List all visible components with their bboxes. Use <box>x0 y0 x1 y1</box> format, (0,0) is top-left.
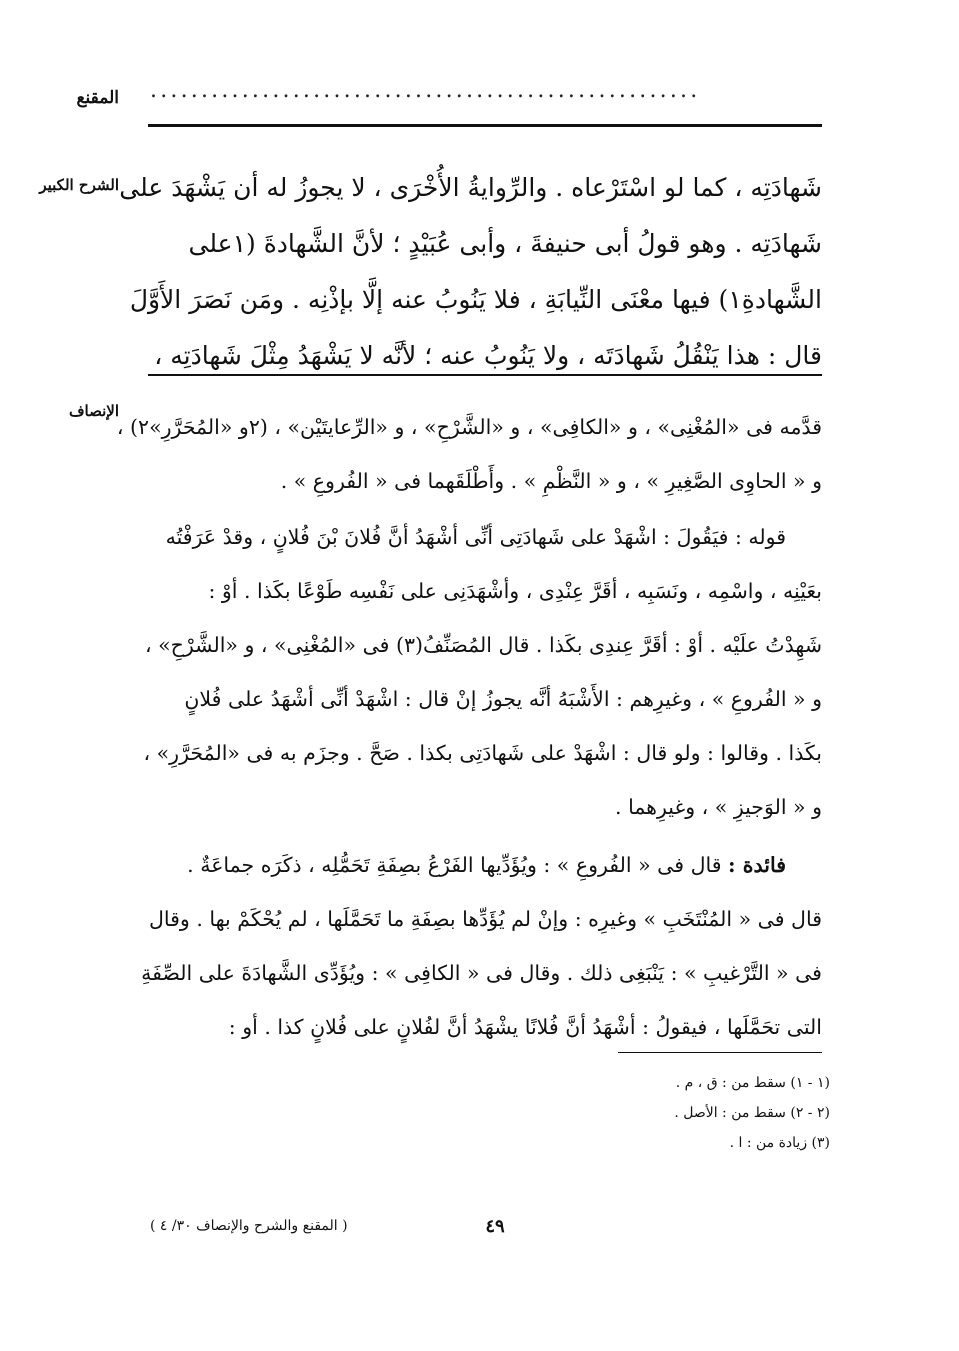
sharh-line: الشَّهادةِ١) فيها معْنَى النِّيابَةِ ، فلا يَنُوبُ عنه إلَّا بإذْنِه . ومَن نَصَرَ الأَوَّلَ <box>129 285 822 314</box>
sharh-line: شَهادَتِه . وهو قولُ أبى حنيفةَ ، وأبى عُبَيْدٍ ؛ لأنَّ الشَّهادةَ (١على <box>188 229 822 258</box>
section-label-sharh: الشرح الكبير <box>39 176 119 194</box>
insaf-line: و « الحاوِى الصَّغِيرِ » ، و « النَّظْمِ » . وأَطْلَقَهما فى « الفُروعِ » . <box>280 469 822 493</box>
faida-paragraph <box>141 838 822 1054</box>
header-dotted-leader: ...................................................... <box>150 78 701 103</box>
sharh-line: قال : هذا يَنْقُلُ شَهادَتَه ، ولا يَنُوبُ عنه ؛ لأنَّه لا يَشْهَدُ مِثْلَ شَهادَتِه ، <box>154 341 822 370</box>
footnote-rule <box>618 1052 822 1053</box>
insaf-line: قوله : فيَقُولَ : اشْهَدْ على شَهادَتِى أنِّى أشْهَدُ أنَّ فُلانَ بْنَ فُلانٍ ، وقدْ عَرَفْتُه <box>165 525 786 549</box>
section-label-insaf: الإنصاف <box>68 402 119 420</box>
insaf-line: و « الوَجيزِ » ، وغيرِهما . <box>615 795 822 819</box>
source-reference: ( المقنع والشرح والإنصاف ٣٠/ ٤ ) <box>150 1218 348 1234</box>
footnote: (١ - ١) سقط من : ق ، م . <box>675 1075 830 1091</box>
insaf-line: بعَيْنِه ، واسْمِه ، ونَسَبِه ، أقَرَّ عِنْدِى ، وأشْهَدَنِى على نَفْسِه طَوْعًا بكَذا . أوْ : <box>208 579 822 603</box>
insaf-qawl-paragraph <box>143 510 822 834</box>
faida-line: فى « التَّرْغيبِ » : يَنْبَغِى ذلك . وقال فى « الكافِى » : ويُؤَدِّى الشَّهادَةَ على الصِّفَةِ <box>141 961 822 985</box>
footnotes <box>500 1068 830 1158</box>
header-rule <box>148 124 822 127</box>
insaf-line: و « الفُروعِ » ، وغيرِهم : الأَشْبَهُ أنَّه يجوزُ إنْ قال : اشْهَدْ أنِّى أشْهَدُ على فُلانٍ <box>184 687 822 711</box>
section-separator-rule <box>148 374 822 376</box>
faida-label: فائدة : <box>728 853 786 877</box>
sharh-line: شَهادَتِه ، كما لو اسْتَرْعاه . والرِّوايةُ الأُخْرَى ، لا يجوزُ له أن يَشْهَدَ على <box>119 173 822 202</box>
sharh-text-block <box>119 160 822 384</box>
faida-line: قال فى « المُنْتَخَبِ » وغيرِه : وإنْ لم يُؤَدِّها بصِفَةِ ما تَحَمَّلَها ، لم يُحْكَمْ بها . وقال <box>148 907 822 931</box>
faida-first-line <box>148 838 822 892</box>
running-header-title: المقنع <box>76 88 119 108</box>
insaf-line: قدَّمه فى «المُغْنِى» ، و «الكافِى» ، و «الشَّرْحِ» ، و «الرِّعايتَيْن» ، (٢و «المُحَرَّرِ»٢) ، <box>116 415 822 439</box>
insaf-intro-block <box>116 400 822 508</box>
insaf-line: بكَذا . وقالوا : ولو قال : اشْهَدْ على شَهادَتِى بكذا . صَحَّ . وجزَم به فى «المُحَرَّرِ» ، <box>143 741 822 765</box>
faida-first-line-text: قال فى « الفُروعِ » : ويُؤَدِّيها الفَرْعُ بصِفَةِ تَحَمُّلِه ، ذكَرَه جماعَةٌ . <box>187 853 729 877</box>
page-number: ٤٩ <box>485 1216 505 1237</box>
footnote: (٣) زيادة من : ا . <box>729 1135 830 1151</box>
faida-line: التى تحَمَّلَها ، فيقولُ : أشْهَدُ أنَّ فُلانًا يشْهَدُ أنَّ لفُلانٍ على فُلانٍ كذا . أو : <box>228 1015 822 1039</box>
insaf-line: شَهِدْتُ علَيْه . أوْ : أقَرَّ عِندِى بكَذا . قال المُصَنِّفُ(٣) فى «المُغْنِى» ، و «الشَّرْحِ» ، <box>144 633 822 657</box>
footnote: (٢ - ٢) سقط من : الأصل . <box>674 1105 830 1121</box>
